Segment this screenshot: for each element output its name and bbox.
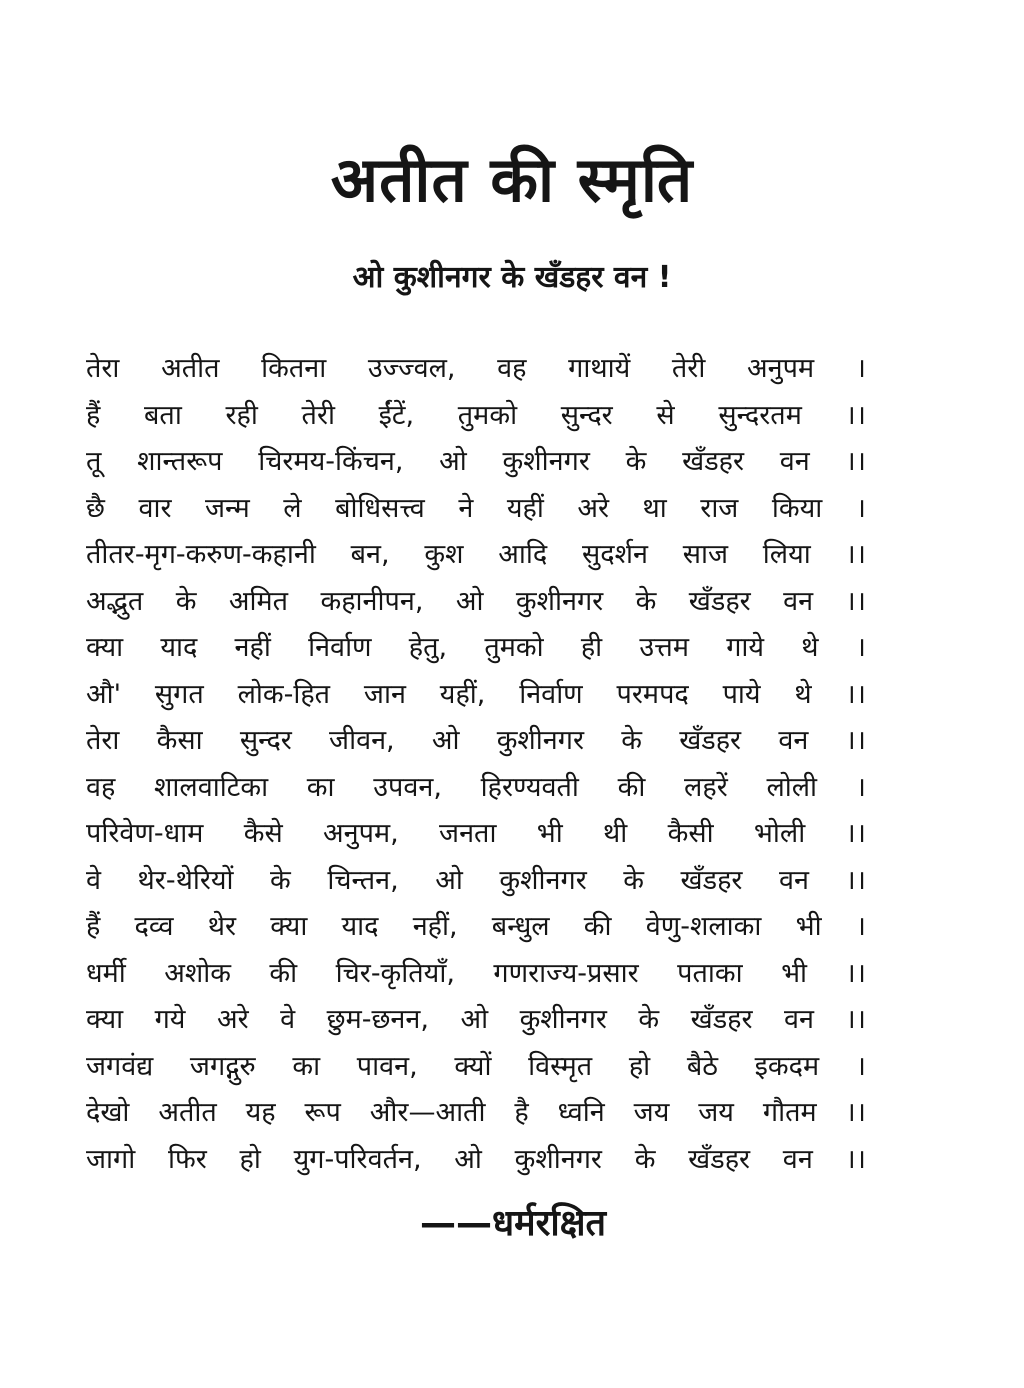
verse-line: तू शान्तरूप चिरमय-किंचन, ओ कुशीनगर के खँडहर वन ।। — [86, 446, 866, 477]
verse-line: क्या गये अरे वे छुम-छनन, ओ कुशीनगर के खँडहर वन ।। — [86, 1004, 866, 1035]
poem-subtitle: ओ कुशीनगर के खँडहर वन ! — [352, 260, 672, 295]
verse-line: हैं बता रही तेरी ईंटें, तुमको सुन्दर से सुन्दरतम ।। — [86, 399, 866, 431]
verse-line: जगवंद्य जगद्गुरु का पावन, क्यों विस्मृत हो बैठे इकदम । — [86, 1050, 866, 1082]
poem-title: अतीत की स्मृति — [330, 143, 694, 216]
poem-author: ——धर्मरक्षित — [420, 1203, 607, 1244]
verse-line: जागो फिर हो युग-परिवर्तन, ओ कुशीनगर के खँडहर वन ।। — [86, 1143, 866, 1175]
verse-line: अद्भुत के अमित कहानीपन, ओ कुशीनगर के खँडहर वन ।। — [86, 585, 866, 617]
verse-line: वह शालवाटिका का उपवन, हिरण्यवती की लहरें लोली । — [86, 771, 866, 803]
verse-line: हैं दव्व थेर क्या याद नहीं, बन्धुल की वेणु-शलाका भी । — [86, 911, 866, 942]
verse-line: तीतर-मृग-करुण-कहानी बन, कुश आदि सुदर्शन साज लिया ।। — [86, 539, 866, 570]
verse-line: धर्मी अशोक की चिर-कृतियाँ, गणराज्य-प्रसार पताका भी ।। — [86, 957, 866, 989]
poem-verse — [86, 346, 866, 1183]
verse-line: देखो अतीत यह रूप और—आती है ध्वनि जय जय गौतम ।। — [86, 1097, 866, 1128]
verse-line: औ' सुगत लोक-हित जान यहीं, निर्वाण परमपद पाये थे ।। — [86, 678, 866, 710]
verse-line: परिवेण-धाम कैसे अनुपम, जनता भी थी कैसी भोली ।। — [86, 818, 866, 849]
verse-line: तेरा अतीत कितना उज्ज्वल, वह गाथायें तेरी अनुपम । — [86, 353, 866, 384]
verse-line: छै वार जन्म ले बोधिसत्त्व ने यहीं अरे था राज किया । — [86, 492, 866, 524]
verse-line: वे थेर-थेरियों के चिन्तन, ओ कुशीनगर के खँडहर वन ।। — [86, 864, 866, 896]
verse-line: क्या याद नहीं निर्वाण हेतु, तुमको ही उत्तम गाये थे । — [86, 632, 866, 663]
verse-line: तेरा कैसा सुन्दर जीवन, ओ कुशीनगर के खँडहर वन ।। — [86, 725, 866, 756]
